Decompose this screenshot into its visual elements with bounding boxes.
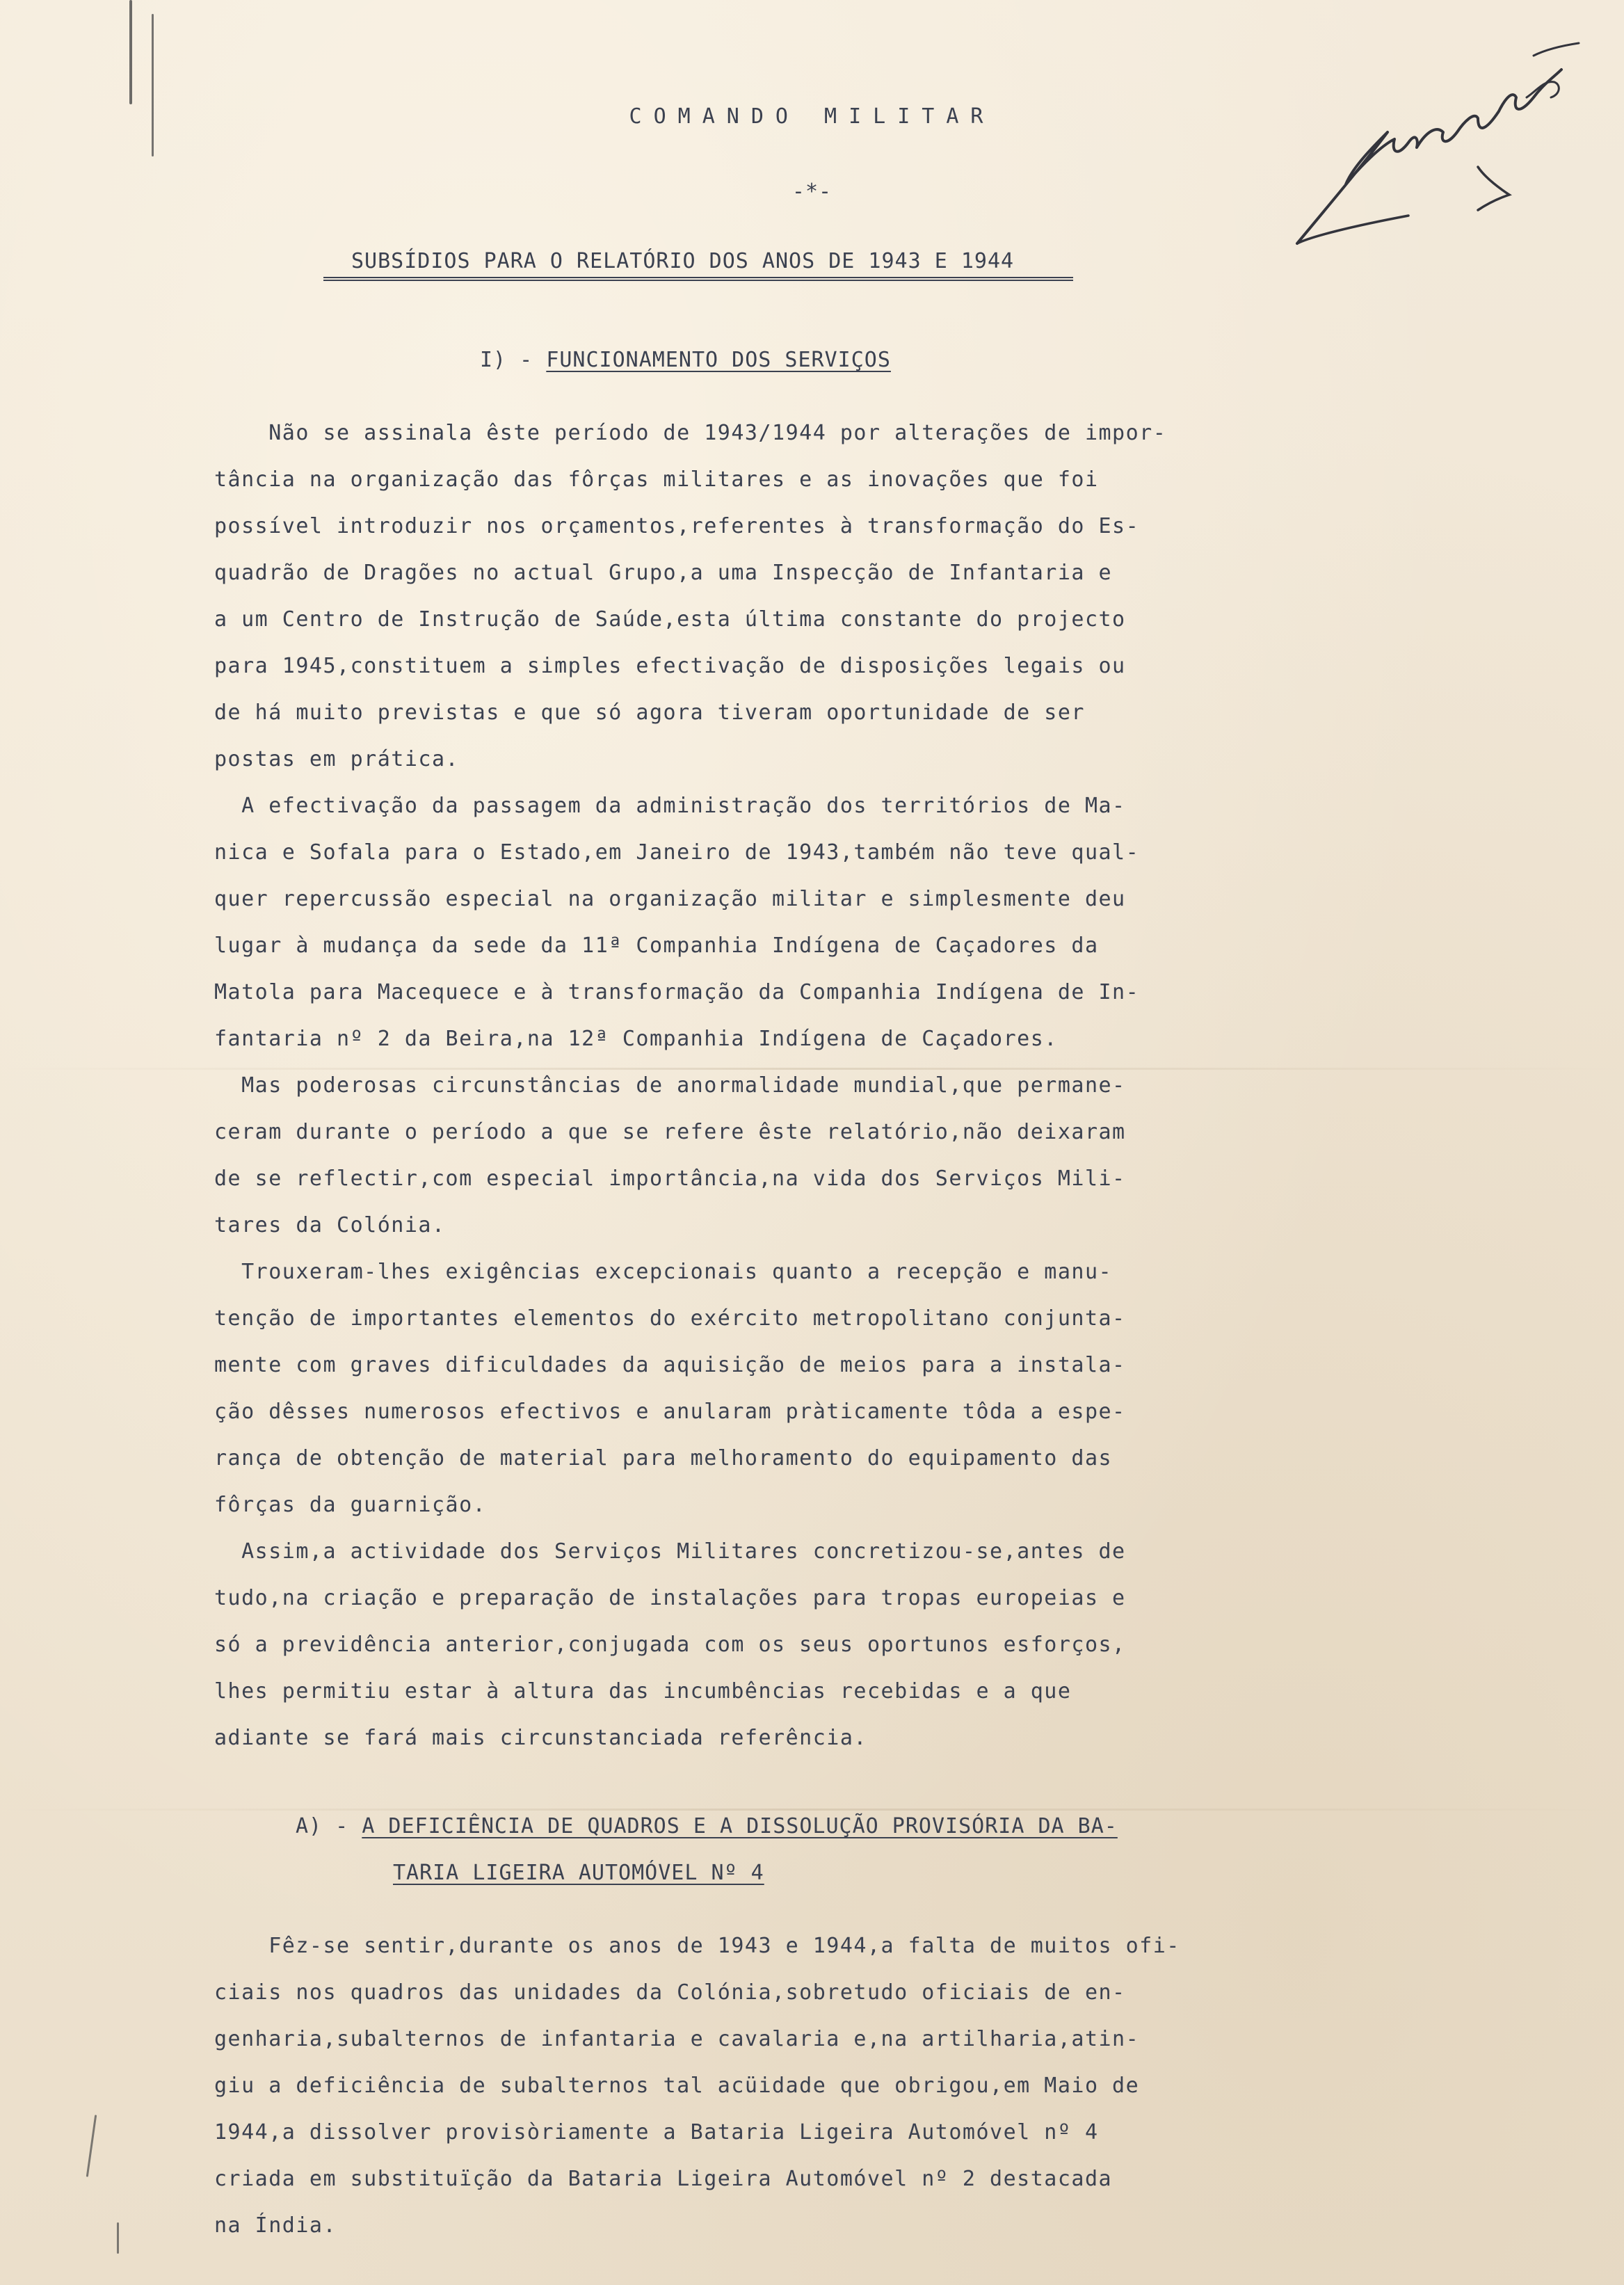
subsection-heading [296, 1814, 1118, 1838]
paragraph-line: Trouxeram-lhes exigências excepcionais quanto a recepção e manu- [214, 1260, 1113, 1284]
paragraph-line: criada em substituïção da Bataria Ligeira Automóvel nº 2 destacada [214, 2167, 1113, 2191]
paragraph-line: fantaria nº 2 da Beira,na 12ª Companhia Indígena de Caçadores. [214, 1027, 1058, 1051]
paragraph-line: A efectivação da passagem da administração dos territórios de Ma- [214, 794, 1126, 818]
paragraph-line: Assim,a actividade dos Serviços Militares concretizou-se,antes de [214, 1539, 1126, 1564]
handwritten-signature [1269, 28, 1582, 264]
paragraph-line: Não se assinala êste período de 1943/1944 por alterações de impor- [214, 421, 1167, 445]
margin-mark [86, 2115, 97, 2177]
paragraph-line: tudo,na criação e preparação de instalações para tropas europeias e [214, 1586, 1126, 1610]
margin-mark [152, 14, 154, 157]
paragraph-line: Mas poderosas circunstâncias de anormalidade mundial,que permane- [214, 1073, 1126, 1098]
paragraph-line: fôrças da guarnição. [214, 1493, 487, 1517]
margin-mark [117, 2222, 119, 2254]
paragraph-line: só a previdência anterior,conjugada com os seus oportunos esforços, [214, 1633, 1126, 1657]
paragraph-line: lhes permitiu estar à altura das incumbências recebidas e a que [214, 1679, 1072, 1703]
paragraph-line: quer repercussão especial na organização militar e simplesmente deu [214, 887, 1126, 911]
subsection-title-line1: A DEFICIÊNCIA DE QUADROS E A DISSOLUÇÃO PROVISÓRIA DA BA- [362, 1814, 1118, 1838]
paragraph-line: mente com graves dificuldades da aquisição de meios para a instala- [214, 1353, 1126, 1377]
paragraph-line: tenção de importantes elementos do exército metropolitano conjunta- [214, 1306, 1126, 1331]
paragraph-line: ciais nos quadros das unidades da Colónia,sobretudo oficiais de en- [214, 1980, 1126, 2005]
paragraph-line: a um Centro de Instrução de Saúde,esta última constante do projecto [214, 607, 1126, 632]
document-title: SUBSÍDIOS PARA O RELATÓRIO DOS ANOS DE 1943 E 1944 [351, 249, 1015, 273]
header-text: COMANDO MILITAR [629, 104, 995, 129]
paragraph-line: genharia,subalternos de infantaria e cavalaria e,na artilharia,atin- [214, 2027, 1140, 2051]
paragraph-line: Matola para Macequece e à transformação da Companhia Indígena de In- [214, 980, 1140, 1004]
paragraph-line: giu a deficiência de subalternos tal acüidade que obrigou,em Maio de [214, 2074, 1140, 2098]
margin-mark [129, 0, 132, 104]
document-header [0, 104, 1624, 129]
paragraph-line: ceram durante o período a que se refere êste relatório,não deixaram [214, 1120, 1126, 1144]
paragraph-line: tares da Colónia. [214, 1213, 446, 1237]
paragraph-line: ção dêsses numerosos efectivos e anularam pràticamente tôda a espe- [214, 1400, 1126, 1424]
section-number: I) - [480, 348, 547, 372]
paragraph-line: Fêz-se sentir,durante os anos de 1943 e 1944,a falta de muitos ofi- [214, 1934, 1180, 1958]
paragraph-line: na Índia. [214, 2213, 337, 2238]
paragraph-line: postas em prática. [214, 747, 460, 771]
subsection-number: A) - [296, 1814, 362, 1838]
paper-fold [0, 1068, 1624, 1070]
paragraph-line: lugar à mudança da sede da 11ª Companhia Indígena de Caçadores da [214, 933, 1099, 958]
paragraph-line: adiante se fará mais circunstanciada referência. [214, 1726, 867, 1750]
paragraph-line: para 1945,constituem a simples efectivação de disposições legais ou [214, 654, 1126, 678]
paragraph-line: de há muito previstas e que só agora tiveram oportunidade de ser [214, 700, 1085, 725]
section-title: FUNCIONAMENTO DOS SERVIÇOS [546, 348, 891, 372]
paragraph-line: tância na organização das fôrças militares e as inovações que foi [214, 467, 1099, 492]
paragraph-line: 1944,a dissolver provisòriamente a Bataria Ligeira Automóvel nº 4 [214, 2120, 1099, 2144]
paragraph-line: nica e Sofala para o Estado,em Janeiro de 1943,também não teve qual- [214, 840, 1140, 865]
title-underline [323, 277, 1073, 281]
separator [0, 179, 1624, 204]
paragraph-line: quadrão de Dragões no actual Grupo,a uma Inspecção de Infantaria e [214, 561, 1113, 585]
section-heading [480, 348, 891, 372]
paragraph-line: possível introduzir nos orçamentos,referentes à transformação do Es- [214, 514, 1140, 538]
paragraph-line: de se reflectir,com especial importância,na vida dos Serviços Mili- [214, 1166, 1126, 1191]
paragraph-line: rança de obtenção de material para melhoramento do equipamento das [214, 1446, 1113, 1470]
separator-text: -*- [791, 179, 833, 204]
subsection-title-line2: TARIA LIGEIRA AUTOMÓVEL Nº 4 [393, 1861, 764, 1885]
paper-fold [0, 1809, 1624, 1811]
